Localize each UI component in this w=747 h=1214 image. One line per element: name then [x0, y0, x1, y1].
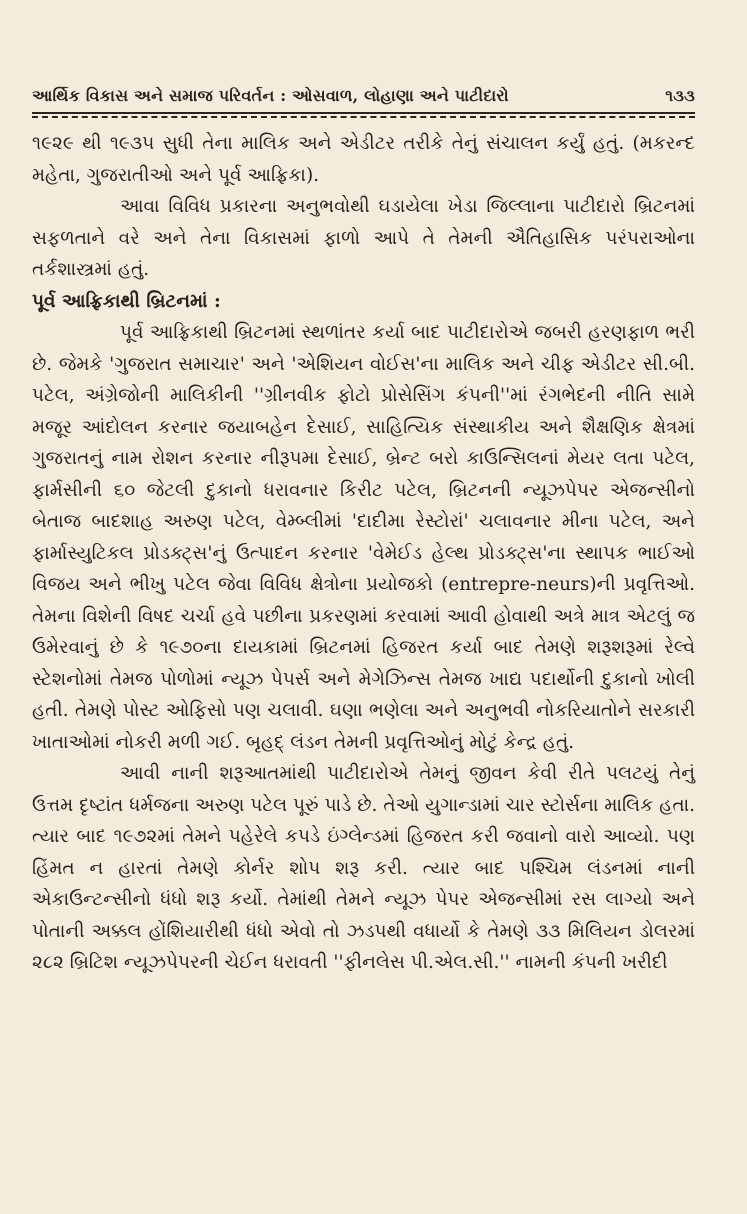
body-text [32, 128, 695, 979]
chapter-title: આર્થિક વિકાસ અને સમાજ પરિવર્તન : ઓસવાળ, લોહાણા અને પાટીદારો [32, 86, 509, 105]
page-number: ૧૩૩ [665, 86, 695, 105]
paragraph: આવા વિવિધ પ્રકારના અનુભવોથી ઘડાયેલા ખેડા જિલ્લાના પાટીદારો બ્રિટનમાં સફળતાને વરે અને તેના વિકાસમાં ફાળો આપે તે તેમની ઐતિહાસિક પરંપરાઓના તર્કશાસ્ત્રમાં હતું. [32, 196, 695, 280]
paragraph: આવી નાની શરૂઆતમાંથી પાટીદારોએ તેમનું જીવન કેવી રીતે પલટયું તેનું ઉત્તમ દૃષ્ટાંત ધર્મજના અરુણ પટેલ પૂરું પાડે છે. તેઓ યુગાન્ડામાં ચાર સ્ટોર્સના માલિક હતા. ત્યાર બાદ ૧૯૭૨માં તેમને પહેરેલે કપડે ઇંગ્લેન્ડમાં હિજરત કરી જવાનો વારો આવ્યો. પણ હિંમત ન હારતાં તેમણે કોર્નર શોપ શરૂ કરી. ત્યાર બાદ પશ્ચિમ લંડનમાં નાની એકાઉન્ટન્સીનો ધંધો શરૂ કર્યો. તેમાંથી તેમને ન્યૂઝ પેપર એજન્સીમાં રસ લાગ્યો અને પોતાની અક્કલ હોંશિયારીથી ધંધો એવો તો ઝડપથી વધાર્યો કે તેમણે ૩૩ મિલિયન ડોલરમાં ૨૮૨ બ્રિટિશ ન્યૂઝપેપરની ચેઈન ધરાવતી ''ફીનલેસ પી.એલ.સી.'' નામની કંપની ખરીદી [32, 763, 695, 973]
running-header [32, 86, 695, 106]
paragraph: પૂર્વ આફ્રિકાથી બ્રિટનમાં સ્થળાંતર કર્યા બાદ પાટીદારોએ જબરી હરણફાળ ભરી છે. જેમકે 'ગુજરાત સમાચાર' અને 'એશિયન વોઈસ'ના માલિક અને ચીફ એડીટર સી.બી. પટેલ, અંગ્રેજોની માલિકીની ''ગ્રીનવીક ફોટો પ્રોસેસિંગ કંપની''માં રંગભેદની નીતિ સામે મજૂર આંદોલન કરનાર જયાબહેન દેસાઈ, સાહિત્યિક સંસ્થાકીય અને શૈક્ષણિક ક્ષેત્રમાં ગુજરાતનું નામ રોશન કરનાર નીરૂપમા દેસાઈ, બ્રેન્ટ બરો કાઉન્સિલનાં મેયર લતા પટેલ, ફાર્મસીની ૬૦ જેટલી દુકાનો ધરાવનાર કિરીટ પટેલ, બ્રિટનની ન્યૂઝપેપર એજન્સીનો બેતાજ બાદશાહ અરુણ પટેલ, વેમ્બ્લીમાં 'દાદીમા રેસ્ટોરાં' ચલાવનાર મીના પટેલ, અને ફાર્માસ્યુટિકલ પ્રોડક્ટ્સ'નું ઉત્પાદન કરનાર 'વેમેઈડ હેલ્થ પ્રોડક્ટ્સ'ના સ્થાપક ભાઈઓ વિજય અને ભીખુ પટેલ જેવા વિવિધ ક્ષેત્રોના પ્રયોજકો (entrepre-neurs)ની પ્રવૃત્તિઓ. તેમના વિશેની વિષદ ચર્ચા હવે પછીના પ્રકરણમાં કરવામાં આવી હોવાથી અત્રે માત્ર એટલું જ ઉમેરવાનું છે કે ૧૯૭૦ના દાયકામાં બ્રિટનમાં હિજરત કર્યા બાદ તેમણે શરૂશરૂમાં રેલ્વે સ્ટેશનોમાં તેમજ પોળોમાં ન્યૂઝ પેપર્સ અને મેગેઝિન્સ તેમજ ખાદ્ય પદાર્થોની દુકાનો ખોલી હતી. તેમણે પોસ્ટ ઓફિસો પણ ચલાવી. ઘણા ભણેલા અને અનુભવી નોકરિયાતોને સરકારી ખાતાઓમાં નોકરી મળી ગઈ. બૃહદ્ લંડન તેમની પ્રવૃત્તિઓનું મોટું કેન્દ્ર હતું. [32, 322, 695, 753]
section-heading: પૂર્વ આફ્રિકાથી બ્રિટનમાં : [32, 290, 221, 312]
paragraph-continued: ૧૯૨૯ થી ૧૯૩૫ સુધી તેના માલિક અને એડીટર તરીકે તેનું સંચાલન કર્યું હતું. (મકરન્દ મહેતા, ગુજરાતીઓ અને પૂર્વ આફ્રિકા). [32, 133, 695, 186]
header-rule-dashed [32, 116, 695, 118]
header-rule [32, 112, 695, 114]
